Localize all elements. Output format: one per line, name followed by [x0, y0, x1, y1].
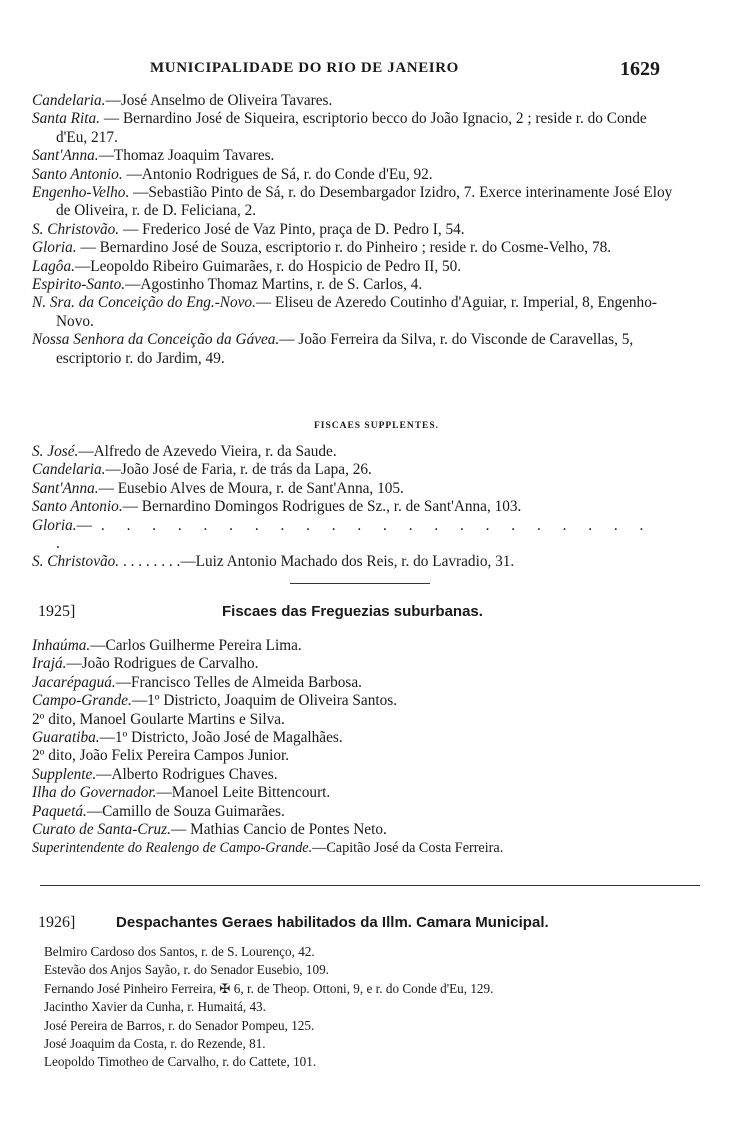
despachante-entry: Fernando José Pinheiro Ferreira, ✠ 6, r. de Theop. Ottoni, 9, e r. do Conde d'Eu, 129.	[44, 980, 494, 996]
suburbanas-list	[32, 637, 674, 858]
fiscal-entry-santa-rita: Santa Rita. — Bernardino José de Siqueira, escriptorio becco do João Ignacio, 2 ; reside r. do Conde d'Eu, 217.	[32, 110, 647, 146]
suburbana-entry: Supplente.—Alberto Rodrigues Chaves.	[32, 765, 278, 783]
suburbana-entry: Campo-Grande.—1º Districto, Joaquim de Oliveira Santos.	[32, 692, 398, 710]
despachante-entry: Estevão dos Anjos Sayão, r. do Senador Eusebio, 109.	[44, 962, 329, 978]
suburbana-entry: Curato de Santa-Cruz.— Mathias Cancio de Pontes Neto.	[32, 821, 387, 839]
page-number: 1629	[620, 58, 660, 80]
section-heading-1926	[38, 914, 718, 936]
despachante-entry: Belmiro Cardoso dos Santos, r. de S. Lourenço, 42.	[44, 944, 315, 959]
fiscal-entry-espirito-santo: Espirito-Santo.—Agostinho Thomaz Martins, r. de S. Carlos, 4.	[32, 276, 423, 294]
section-heading-1925	[38, 603, 718, 625]
suburbana-entry: 2º dito, João Felix Pereira Campos Junior.	[32, 747, 290, 765]
fiscal-entry-engenho-velho: Engenho-Velho. —Sebastião Pinto de Sá, r. do Desembargador Izidro, 7. Exerce interinamente José Eloy de Oliveira, r. de D. Feliciana, 2.	[32, 184, 673, 220]
fiscaes-list	[32, 92, 674, 368]
supplente-entry-gloria: Gloria.—. . . . . . . . . . . . . . . . . . . . . . .	[32, 516, 653, 553]
fiscal-entry-santanna: Sant'Anna.—Thomaz Joaquim Tavares.	[32, 147, 275, 165]
despachante-entry: José Pereira de Barros, r. do Senador Pompeu, 125.	[44, 1017, 315, 1033]
suburbana-entry: Irajá.—João Rodrigues de Carvalho.	[32, 655, 259, 673]
despachante-entry: Leopoldo Timotheo de Carvalho, r. do Cattete, 101.	[44, 1054, 317, 1070]
suburbana-entry: Superintendente do Realengo de Campo-Grande.—Capitão José da Costa Ferreira.	[32, 840, 504, 857]
despachante-entry: Jacintho Xavier da Cunha, r. Humaitá, 43.	[44, 999, 266, 1015]
fiscal-entry-santo-antonio: Santo Antonio. —Antonio Rodrigues de Sá, r. do Conde d'Eu, 92.	[32, 165, 433, 183]
suburbana-entry: Paquetá.—Camillo de Souza Guimarães.	[32, 802, 285, 820]
fiscal-entry-eng-novo: N. Sra. da Conceição do Eng.-Novo.— Eliseu de Azeredo Coutinho d'Aguiar, r. Imperial, 8, Engenho-Novo.	[32, 294, 657, 330]
fiscal-entry-s-christovao: S. Christovão. — Frederico José de Vaz Pinto, praça de D. Pedro I, 54.	[32, 220, 465, 238]
section-number: 1925]	[38, 603, 76, 620]
section-title: Despachantes Geraes habilitados da Illm. Camara Municipal.	[116, 914, 549, 931]
section-divider-long	[40, 885, 700, 886]
suburbana-entry: Ilha do Governador.—Manoel Leite Bittencourt.	[32, 784, 331, 802]
suburbana-entry: Inhaúma.—Carlos Guilherme Pereira Lima.	[32, 637, 302, 654]
running-head	[0, 58, 747, 84]
suburbana-entry: Jacarépaguá.—Francisco Telles de Almeida Barbosa.	[32, 673, 362, 691]
section-divider-short	[290, 583, 430, 584]
suburbana-entry: Guaratiba.—1º Districto, João José de Magalhães.	[32, 729, 343, 747]
suburbana-entry: 2º dito, Manoel Goularte Martins e Silva.	[32, 710, 285, 728]
running-title: MUNICIPALIDADE DO RIO DE JANEIRO	[150, 60, 459, 76]
supplentes-heading: FISCAES SUPPLENTES.	[313, 421, 440, 431]
supplente-entry-santo-antonio: Santo Antonio.— Bernardino Domingos Rodrigues de Sz., r. de Sant'Anna, 103.	[32, 498, 522, 516]
fiscal-entry-candelaria: Candelaria.—José Anselmo de Oliveira Tavares.	[32, 92, 333, 109]
fiscal-entry-lagoa: Lagôa.—Leopoldo Ribeiro Guimarães, r. do Hospicio de Pedro II, 50.	[32, 257, 462, 275]
supplente-entry-s-christovao: S. Christovão. . . . . . . . .—Luiz Antonio Machado dos Reis, r. do Lavradio, 31.	[32, 553, 515, 571]
supplente-entry-candelaria: Candelaria.—João José de Faria, r. de trás da Lapa, 26.	[32, 461, 372, 479]
section-number: 1926]	[38, 914, 76, 931]
fiscal-entry-gavea: Nossa Senhora da Conceição da Gávea.— João Ferreira da Silva, r. do Visconde de Caravellas, 5, escriptorio r. do Jardim, 49.	[32, 331, 634, 367]
despachante-entry: José Joaquim da Costa, r. do Rezende, 81.	[44, 1036, 266, 1052]
supplente-entry-santanna: Sant'Anna.— Eusebio Alves de Moura, r. de Sant'Anna, 105.	[32, 479, 404, 497]
supplentes-list	[32, 443, 674, 572]
fiscal-entry-gloria: Gloria. — Bernardino José de Souza, escriptorio r. do Pinheiro ; reside r. do Cosme-Velho, 78.	[32, 239, 612, 257]
supplente-entry-s-jose: S. José.—Alfredo de Azevedo Vieira, r. da Saude.	[32, 443, 337, 460]
despachantes-list	[44, 943, 704, 1072]
section-title: Fiscaes das Freguezias suburbanas.	[222, 603, 483, 620]
